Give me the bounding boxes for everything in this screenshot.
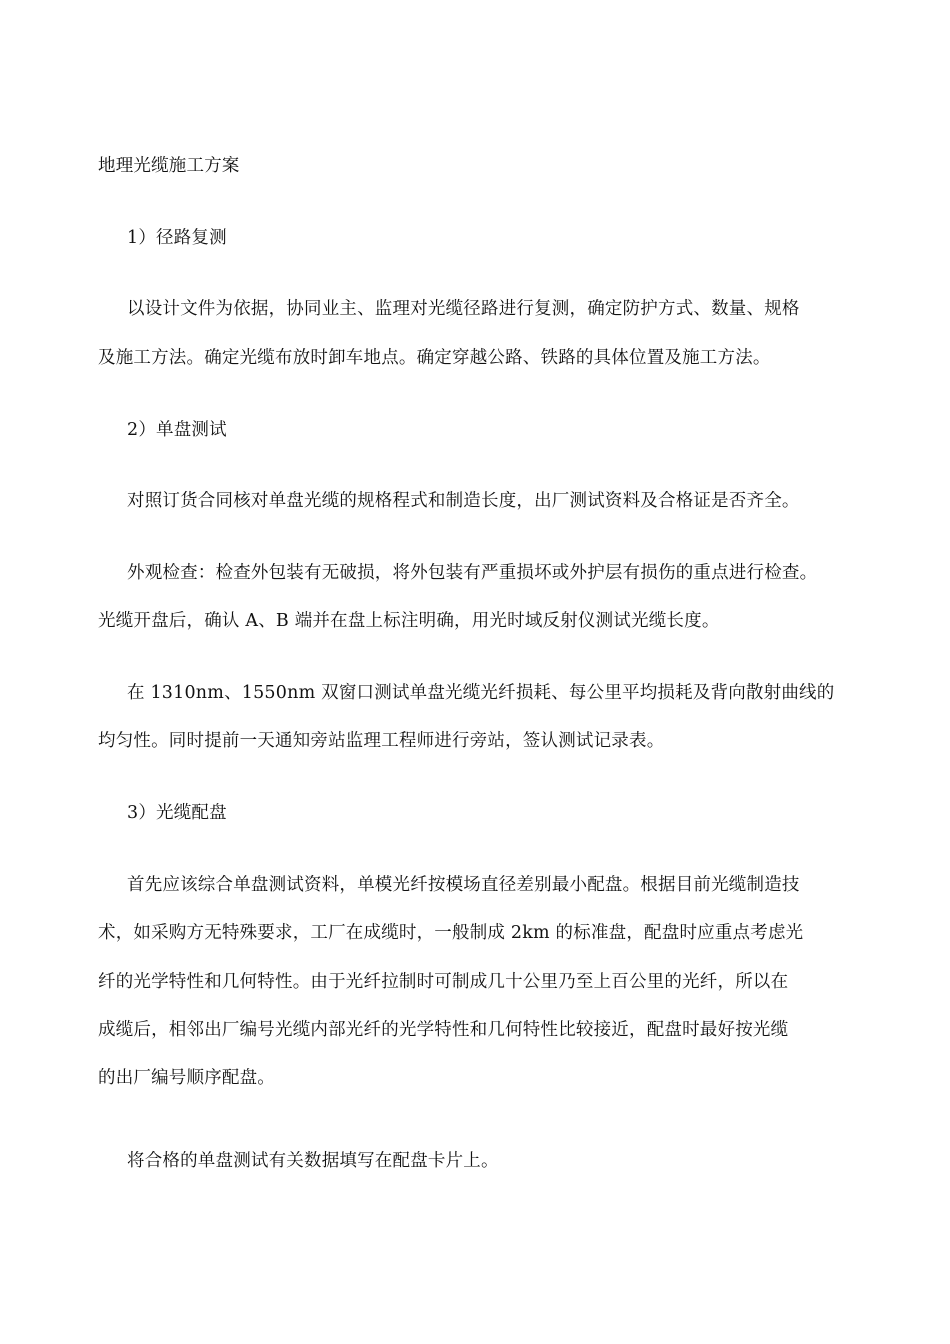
paragraph-line: 首先应该综合单盘测试资料，单模光纤按模场直径差别最小配盘。根据目前光缆制造技	[127, 875, 800, 895]
section-heading-reel-allocation: 3）光缆配盘	[127, 803, 227, 823]
paragraph-line: 成缆后，相邻出厂编号光缆内部光纤的光学特性和几何特性比较接近，配盘时最好按光缆	[98, 1020, 789, 1040]
paragraph-line: 均匀性。同时提前一天通知旁站监理工程师进行旁站，签认测试记录表。	[98, 731, 665, 751]
paragraph-line: 对照订货合同核对单盘光缆的规格程式和制造长度，出厂测试资料及合格证是否齐全。	[127, 491, 800, 511]
paragraph-line: 以设计文件为依据，协同业主、监理对光缆径路进行复测，确定防护方式、数量、规格	[127, 299, 800, 319]
section-heading-route-survey: 1）径路复测	[127, 228, 227, 248]
paragraph-line: 将合格的单盘测试有关数据填写在配盘卡片上。	[127, 1151, 499, 1171]
paragraph-line: 术，如采购方无特殊要求，工厂在成缆时，一般制成 2km 的标准盘，配盘时应重点考虑光	[98, 923, 804, 943]
paragraph-line: 及施工方法。确定光缆布放时卸车地点。确定穿越公路、铁路的具体位置及施工方法。	[98, 348, 771, 368]
section-heading-reel-test: 2）单盘测试	[127, 420, 227, 440]
paragraph-line: 在 1310nm、1550nm 双窗口测试单盘光缆光纤损耗、每公里平均损耗及背向散射曲线的	[127, 683, 835, 703]
document-title: 地理光缆施工方案	[98, 156, 240, 176]
paragraph-line: 光缆开盘后，确认 A、B 端并在盘上标注明确，用光时域反射仪测试光缆长度。	[98, 611, 720, 631]
paragraph-line: 的出厂编号顺序配盘。	[98, 1068, 275, 1088]
paragraph-line: 纤的光学特性和几何特性。由于光纤拉制时可制成几十公里乃至上百公里的光纤，所以在	[98, 972, 789, 992]
paragraph-line: 外观检查：检查外包装有无破损，将外包装有严重损坏或外护层有损伤的重点进行检查。	[127, 563, 818, 583]
